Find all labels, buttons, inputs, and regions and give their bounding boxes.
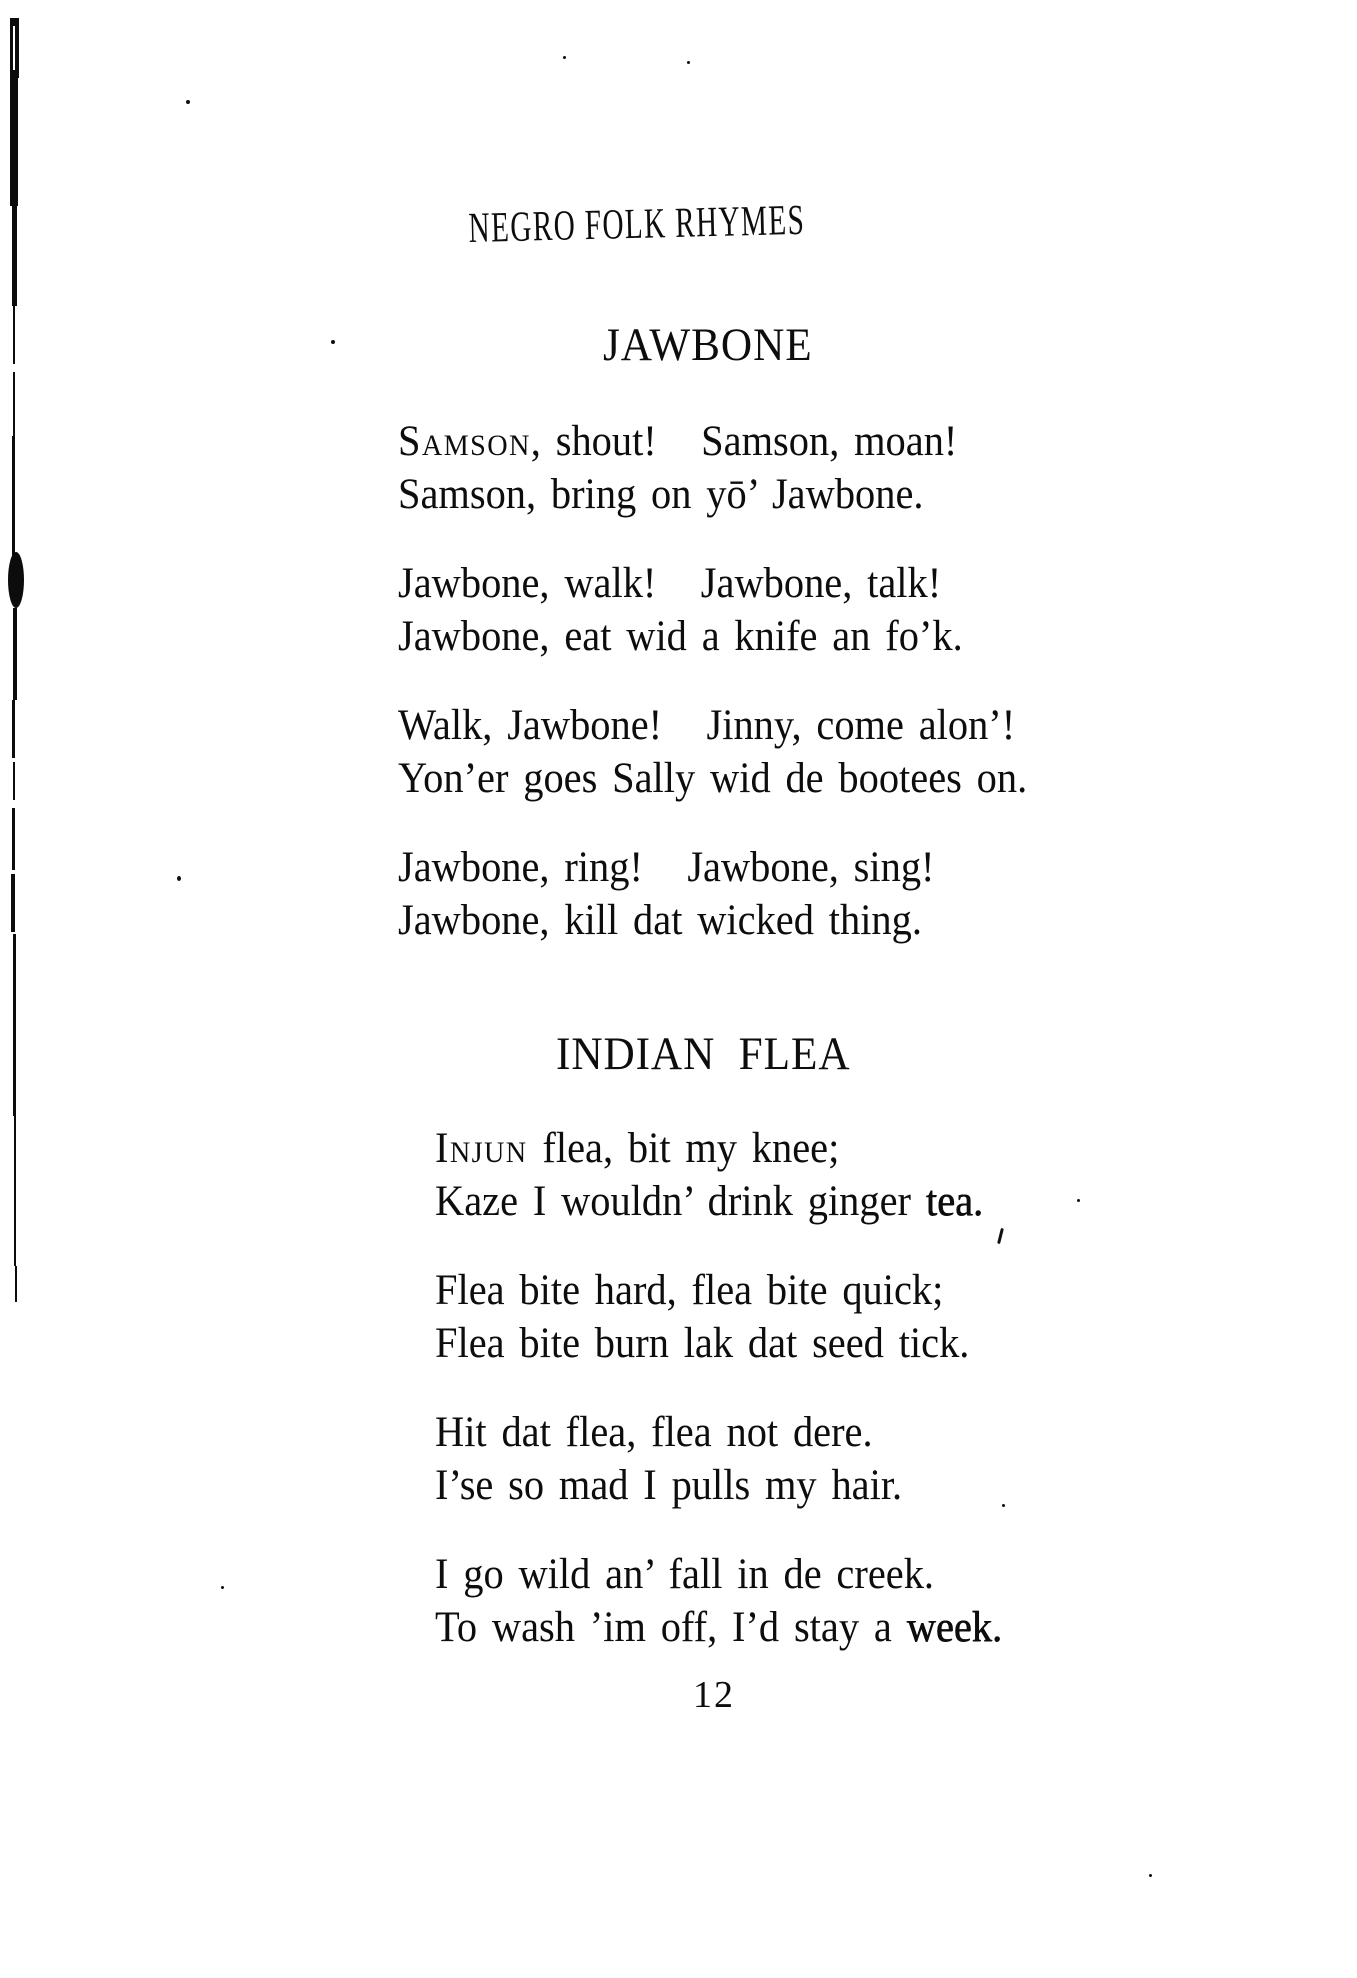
poem-line xyxy=(435,1264,1002,1317)
scan-speck xyxy=(1149,1874,1152,1877)
poem-text-segment: week. xyxy=(906,1604,1002,1651)
stanza xyxy=(398,557,1027,663)
poem-line xyxy=(398,752,1027,805)
poem-text-segment: Jawbone, ring! Jawbone, sing! xyxy=(398,844,935,891)
poem-line xyxy=(398,415,1027,468)
poem-text-segment: Kaze I wouldn’ drink ginger xyxy=(435,1178,926,1225)
binding-gutter-artifact xyxy=(0,0,60,1320)
poem-body-indian-flea xyxy=(435,1122,1002,1690)
poem-text-segment: tea. xyxy=(925,1178,984,1225)
poem-line xyxy=(398,841,1027,894)
scan-speck xyxy=(687,61,690,64)
poem-text-segment: Jawbone, kill dat wicked thing. xyxy=(398,897,922,944)
poem-line xyxy=(435,1317,1002,1370)
scan-speck xyxy=(1002,1504,1005,1507)
stanza xyxy=(398,699,1027,805)
poem-line xyxy=(398,610,1027,663)
poem-text-segment: Jawbone, walk! Jawbone, talk! xyxy=(398,560,942,607)
stanza xyxy=(398,415,1027,521)
poem-line xyxy=(398,699,1027,752)
poem-line xyxy=(435,1601,1002,1654)
stanza xyxy=(435,1264,1002,1370)
poem-title-jawbone: JAWBONE xyxy=(603,319,813,371)
poem-text-segment: Flea bite hard, flea bite quick; xyxy=(435,1267,944,1314)
stanza xyxy=(435,1122,1002,1228)
poem-line xyxy=(435,1459,1002,1512)
poem-line xyxy=(398,894,1027,947)
poem-text-segment: Yon’er goes Sally wid de bootees on. xyxy=(398,755,1028,802)
scan-speck xyxy=(177,876,181,881)
poem-text-segment: I go wild an’ fall in de creek. xyxy=(435,1551,935,1598)
poem-text-segment: , shout! Samson, moan! xyxy=(530,418,958,465)
poem-line xyxy=(435,1548,1002,1601)
scan-speck xyxy=(563,56,566,59)
running-head: NEGRO FOLK RHYMES xyxy=(468,196,806,252)
poem-text-segment: Jawbone, eat wid a knife an fo’k. xyxy=(398,613,963,660)
scan-speck xyxy=(221,1586,224,1589)
poem-text-segment: Hit dat flea, flea not dere. xyxy=(435,1409,873,1456)
page-number: 12 xyxy=(693,1674,735,1716)
stanza xyxy=(435,1548,1002,1654)
scan-speck xyxy=(1077,1199,1080,1202)
poem-text-segment: Flea bite burn lak dat seed tick. xyxy=(435,1320,970,1367)
stanza xyxy=(398,841,1027,947)
poem-body-jawbone xyxy=(398,415,1027,983)
scan-speck xyxy=(331,340,335,344)
poem-text-segment: To wash ’im off, I’d stay a xyxy=(435,1604,907,1651)
lead-word-small-caps: Samson xyxy=(398,418,531,465)
poem-text-segment: Samson, bring on yō’ Jawbone. xyxy=(398,471,924,518)
stanza xyxy=(435,1406,1002,1512)
poem-line xyxy=(398,557,1027,610)
poem-line xyxy=(398,468,1027,521)
lead-word-small-caps: Injun xyxy=(435,1125,528,1172)
poem-text-segment: flea, bit my knee; xyxy=(527,1125,840,1172)
poem-line xyxy=(435,1175,1002,1228)
poem-line xyxy=(435,1406,1002,1459)
poem-title-indian-flea: INDIAN FLEA xyxy=(556,1028,851,1080)
scan-speck xyxy=(186,100,190,104)
poem-line xyxy=(435,1122,1002,1175)
poem-text-segment: Walk, Jawbone! Jinny, come alon’! xyxy=(398,702,1016,749)
poem-text-segment: I’se so mad I pulls my hair. xyxy=(435,1462,903,1509)
